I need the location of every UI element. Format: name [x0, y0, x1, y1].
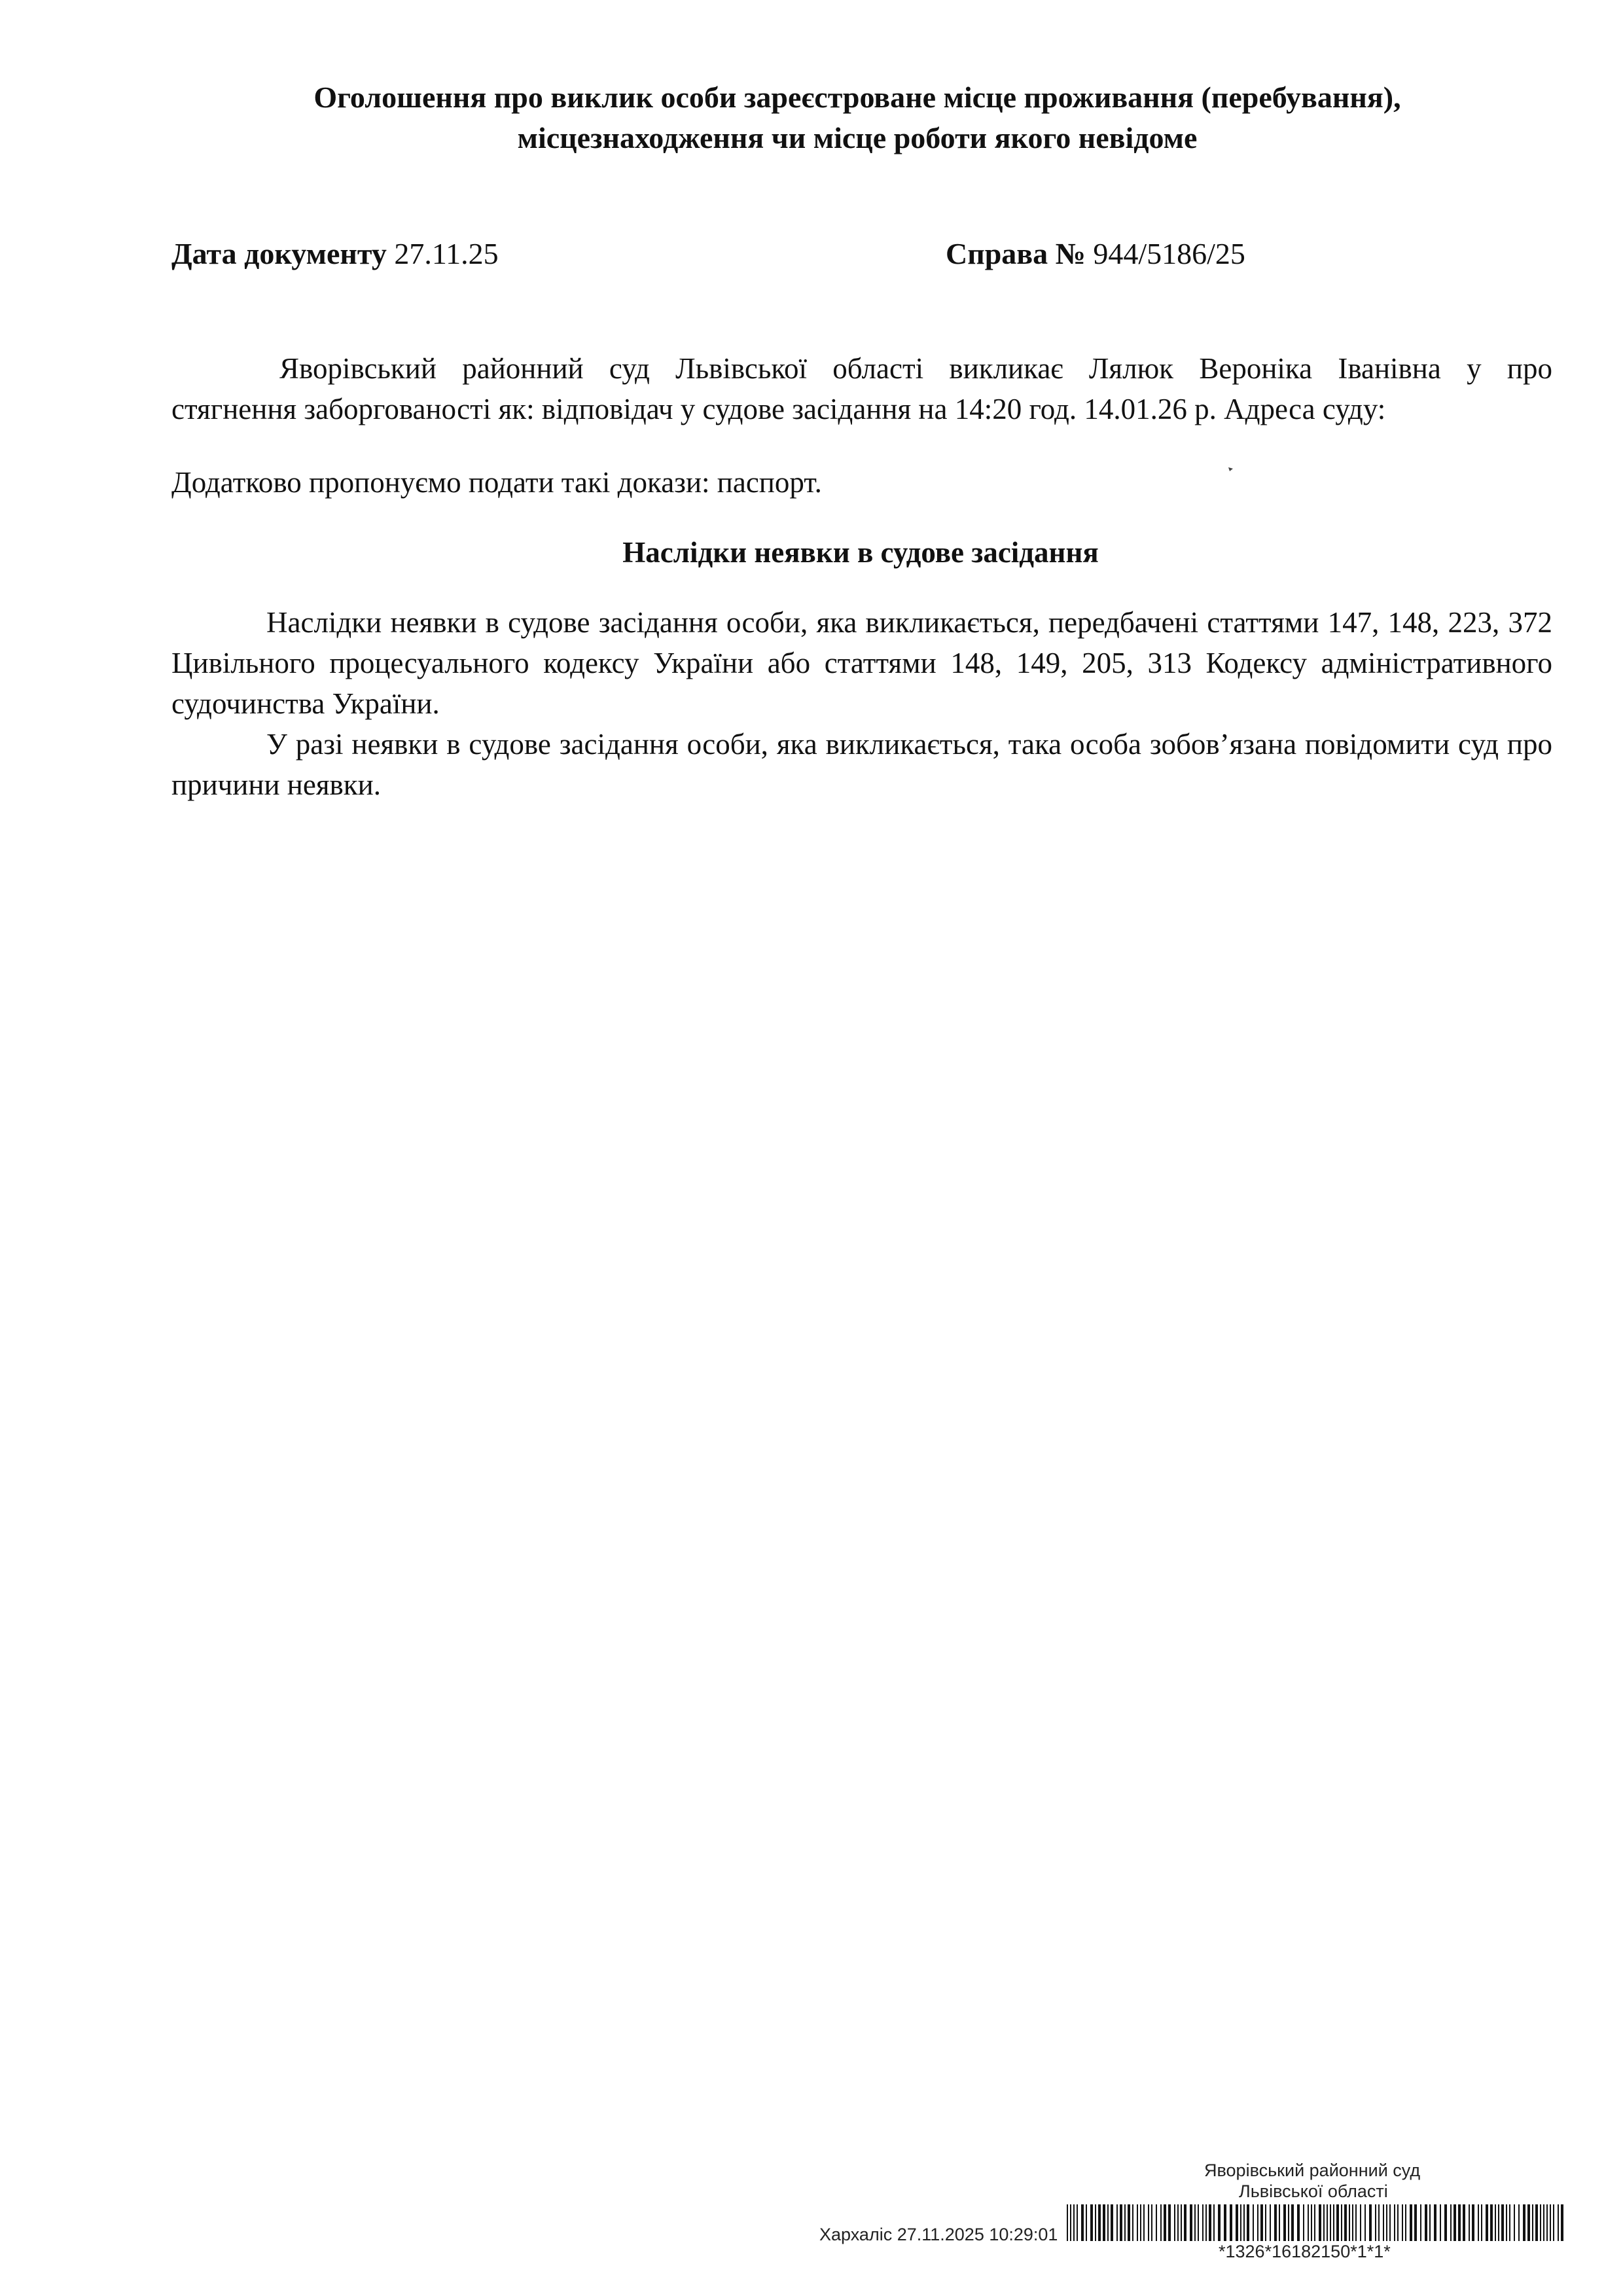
barcode-bar: [1184, 2204, 1186, 2241]
barcode-bar: [1481, 2204, 1482, 2241]
barcode-bar: [1352, 2204, 1353, 2241]
consequences-paragraph-1: Наслідки неявки в судове засідання особи, яка викликається, передбачені статтями 147, 148, 223, 372 Цивільного процесуального кодексу України або статтями 148, 149, 205, 313 Кодексу адміністративного судочинства України.: [171, 606, 1552, 720]
barcode-bar: [1389, 2204, 1391, 2241]
barcode-bar: [1160, 2204, 1162, 2241]
document-date: [171, 234, 499, 274]
stamp-court-line-1: Яворівський районний суд: [1204, 2161, 1421, 2180]
document-title: [170, 77, 1544, 158]
barcode-bar: [1558, 2204, 1559, 2241]
barcode-bar: [1501, 2204, 1504, 2241]
title-line-2: місцезнаходження чи місце роботи якого невідоме: [517, 121, 1198, 154]
barcode-bar: [1355, 2204, 1357, 2241]
barcode-bar: [1333, 2204, 1334, 2241]
barcode-bar: [1506, 2204, 1507, 2241]
barcode-bar: [1090, 2204, 1093, 2241]
barcode-bar: [1243, 2204, 1245, 2241]
barcode-bar: [1369, 2204, 1372, 2241]
barcode-bar: [1375, 2204, 1376, 2241]
barcode-bar: [1561, 2204, 1563, 2241]
barcode-bar: [1218, 2204, 1221, 2241]
barcode-bar: [1458, 2204, 1461, 2241]
barcode-bar: [1107, 2204, 1109, 2241]
barcode-bar: [1454, 2204, 1456, 2241]
barcode-bar: [1174, 2204, 1175, 2241]
barcode-bar: [1265, 2204, 1266, 2241]
barcode-bar: [1148, 2204, 1149, 2241]
barcode-bar: [1124, 2204, 1126, 2241]
barcode-bar: [1213, 2204, 1215, 2241]
barcode-bar: [1314, 2204, 1315, 2241]
barcode-bar: [1378, 2204, 1380, 2241]
scan-speck: [1228, 466, 1234, 473]
barcode-bar: [1168, 2204, 1171, 2241]
consequences-paragraph-2: У разі неявки в судове засідання особи, яка викликається, така особа зобов’язана повідомити суд про причини неявки.: [171, 728, 1552, 801]
barcode-bar: [1111, 2204, 1113, 2241]
barcode-bar: [1236, 2204, 1238, 2241]
barcode-bar: [1198, 2204, 1199, 2241]
barcode-bar: [1303, 2204, 1304, 2241]
barcode-bar: [1156, 2204, 1157, 2241]
barcode-bar: [1209, 2204, 1211, 2241]
barcode-bar: [1132, 2204, 1133, 2241]
barcode-bar: [1478, 2204, 1479, 2241]
barcode-bar: [1319, 2204, 1321, 2241]
barcode-bar: [1498, 2204, 1499, 2241]
date-label: Дата документу: [171, 237, 387, 270]
barcode-bar: [1472, 2204, 1474, 2241]
barcode-bar: [1116, 2204, 1118, 2241]
barcode-bar: [1444, 2204, 1447, 2241]
barcode-bar: [1077, 2204, 1078, 2241]
barcode-bar: [1181, 2204, 1182, 2241]
barcode-bar: [1543, 2204, 1544, 2241]
barcode-bar: [1532, 2204, 1533, 2241]
barcode-bar: [1344, 2204, 1347, 2241]
barcode-bar: [1420, 2204, 1421, 2241]
barcode-bar: [1490, 2204, 1493, 2241]
barcode-bar: [1086, 2204, 1087, 2241]
barcode-bar: [1095, 2204, 1096, 2241]
barcode-bar: [1140, 2204, 1141, 2241]
barcode-bar: [1341, 2204, 1342, 2241]
barcode-bar: [1073, 2204, 1075, 2241]
barcode-text: *1326*16182150*1*1*: [1219, 2242, 1391, 2261]
barcode-bar: [1349, 2204, 1350, 2241]
barcode-bar: [1247, 2204, 1249, 2241]
barcode-bar: [1190, 2204, 1192, 2241]
date-value: 27.11.25: [394, 237, 499, 270]
barcode-bar: [1386, 2204, 1387, 2241]
barcode-bar: [1230, 2204, 1232, 2241]
barcode-bar: [1486, 2204, 1488, 2241]
barcode-bar: [1070, 2204, 1071, 2241]
barcode-bar: [1103, 2204, 1105, 2241]
barcode-bar: [1546, 2204, 1548, 2241]
barcode-bar: [1523, 2204, 1525, 2241]
barcode-bar: [1205, 2204, 1207, 2241]
stamp-court-line-2: Львівської області: [1239, 2181, 1388, 2201]
barcode-bar: [1311, 2204, 1312, 2241]
barcode-bar: [1224, 2204, 1226, 2241]
barcode-bar: [1279, 2204, 1280, 2241]
barcode-bar: [1514, 2204, 1515, 2241]
barcode-bar: [1405, 2204, 1406, 2241]
barcode-bar: [1429, 2204, 1431, 2241]
barcode-bar: [1257, 2204, 1258, 2241]
barcode-bar: [1550, 2204, 1551, 2241]
barcode-bar: [1164, 2204, 1166, 2241]
consequences-heading: Наслідки неявки в судове засідання: [622, 536, 1099, 569]
barcode-bar: [1194, 2204, 1196, 2241]
barcode-bar: [1553, 2204, 1554, 2241]
title-line-1: Оголошення про виклик особи зареєстроване місце проживання (перебування),: [313, 81, 1401, 114]
barcode: [1067, 2204, 1564, 2241]
barcode-bar: [1253, 2204, 1254, 2241]
barcode-bar: [1450, 2204, 1452, 2241]
barcode-bar: [1260, 2204, 1263, 2241]
barcode-bar: [1240, 2204, 1241, 2241]
summons-line-1: Яворівський районний суд Львівської області викликає Лялюк Вероніка Іванівна у про: [279, 352, 1552, 385]
barcode-bar: [1202, 2204, 1204, 2241]
barcode-bar: [1402, 2204, 1403, 2241]
barcode-bar: [1469, 2204, 1470, 2241]
barcode-bar: [1434, 2204, 1436, 2241]
barcode-bar: [1463, 2204, 1465, 2241]
barcode-bar: [1336, 2204, 1339, 2241]
barcode-bar: [1323, 2204, 1325, 2241]
registration-stamp: Xархаліс 27.11.2025 10:29:01: [819, 2225, 1058, 2244]
barcode-bar: [1137, 2204, 1138, 2241]
case-number: [946, 234, 1245, 274]
barcode-bar: [1394, 2204, 1395, 2241]
case-label: Справа №: [946, 237, 1086, 270]
barcode-bar: [1297, 2204, 1300, 2241]
barcode-bar: [1151, 2204, 1152, 2241]
barcode-bar: [1410, 2204, 1412, 2241]
barcode-bar: [1327, 2204, 1328, 2241]
barcode-bar: [1527, 2204, 1530, 2241]
barcode-bar: [1288, 2204, 1289, 2241]
summons-line-2: стягнення заборгованості як: відповідач у судове засідання на 14:20 год. 14.01.26 р. Адреса суду:: [171, 393, 1386, 425]
barcode-bar: [1270, 2204, 1271, 2241]
barcode-bar: [1414, 2204, 1417, 2241]
barcode-bar: [1360, 2204, 1361, 2241]
barcode-bar: [1535, 2204, 1538, 2241]
barcode-bar: [1330, 2204, 1331, 2241]
barcode-bar: [1383, 2204, 1384, 2241]
barcode-bar: [1081, 2204, 1084, 2241]
barcode-bar: [1128, 2204, 1130, 2241]
barcode-bar: [1177, 2204, 1179, 2241]
barcode-bar: [1495, 2204, 1496, 2241]
barcode-bar: [1425, 2204, 1427, 2241]
barcode-bar: [1540, 2204, 1541, 2241]
barcode-bar: [1440, 2204, 1441, 2241]
barcode-bar: [1143, 2204, 1145, 2241]
barcode-bar: [1098, 2204, 1101, 2241]
barcode-bar: [1518, 2204, 1520, 2241]
barcode-bar: [1067, 2204, 1068, 2241]
barcode-bar: [1291, 2204, 1294, 2241]
evidence-paragraph: Додатково пропонуємо подати такі докази: паспорт.: [171, 466, 822, 499]
case-value: 944/5186/25: [1093, 237, 1245, 270]
barcode-bar: [1509, 2204, 1510, 2241]
barcode-bar: [1308, 2204, 1309, 2241]
barcode-bar: [1120, 2204, 1122, 2241]
barcode-bar: [1364, 2204, 1366, 2241]
barcode-bar: [1397, 2204, 1399, 2241]
barcode-bar: [1274, 2204, 1277, 2241]
barcode-bar: [1283, 2204, 1286, 2241]
